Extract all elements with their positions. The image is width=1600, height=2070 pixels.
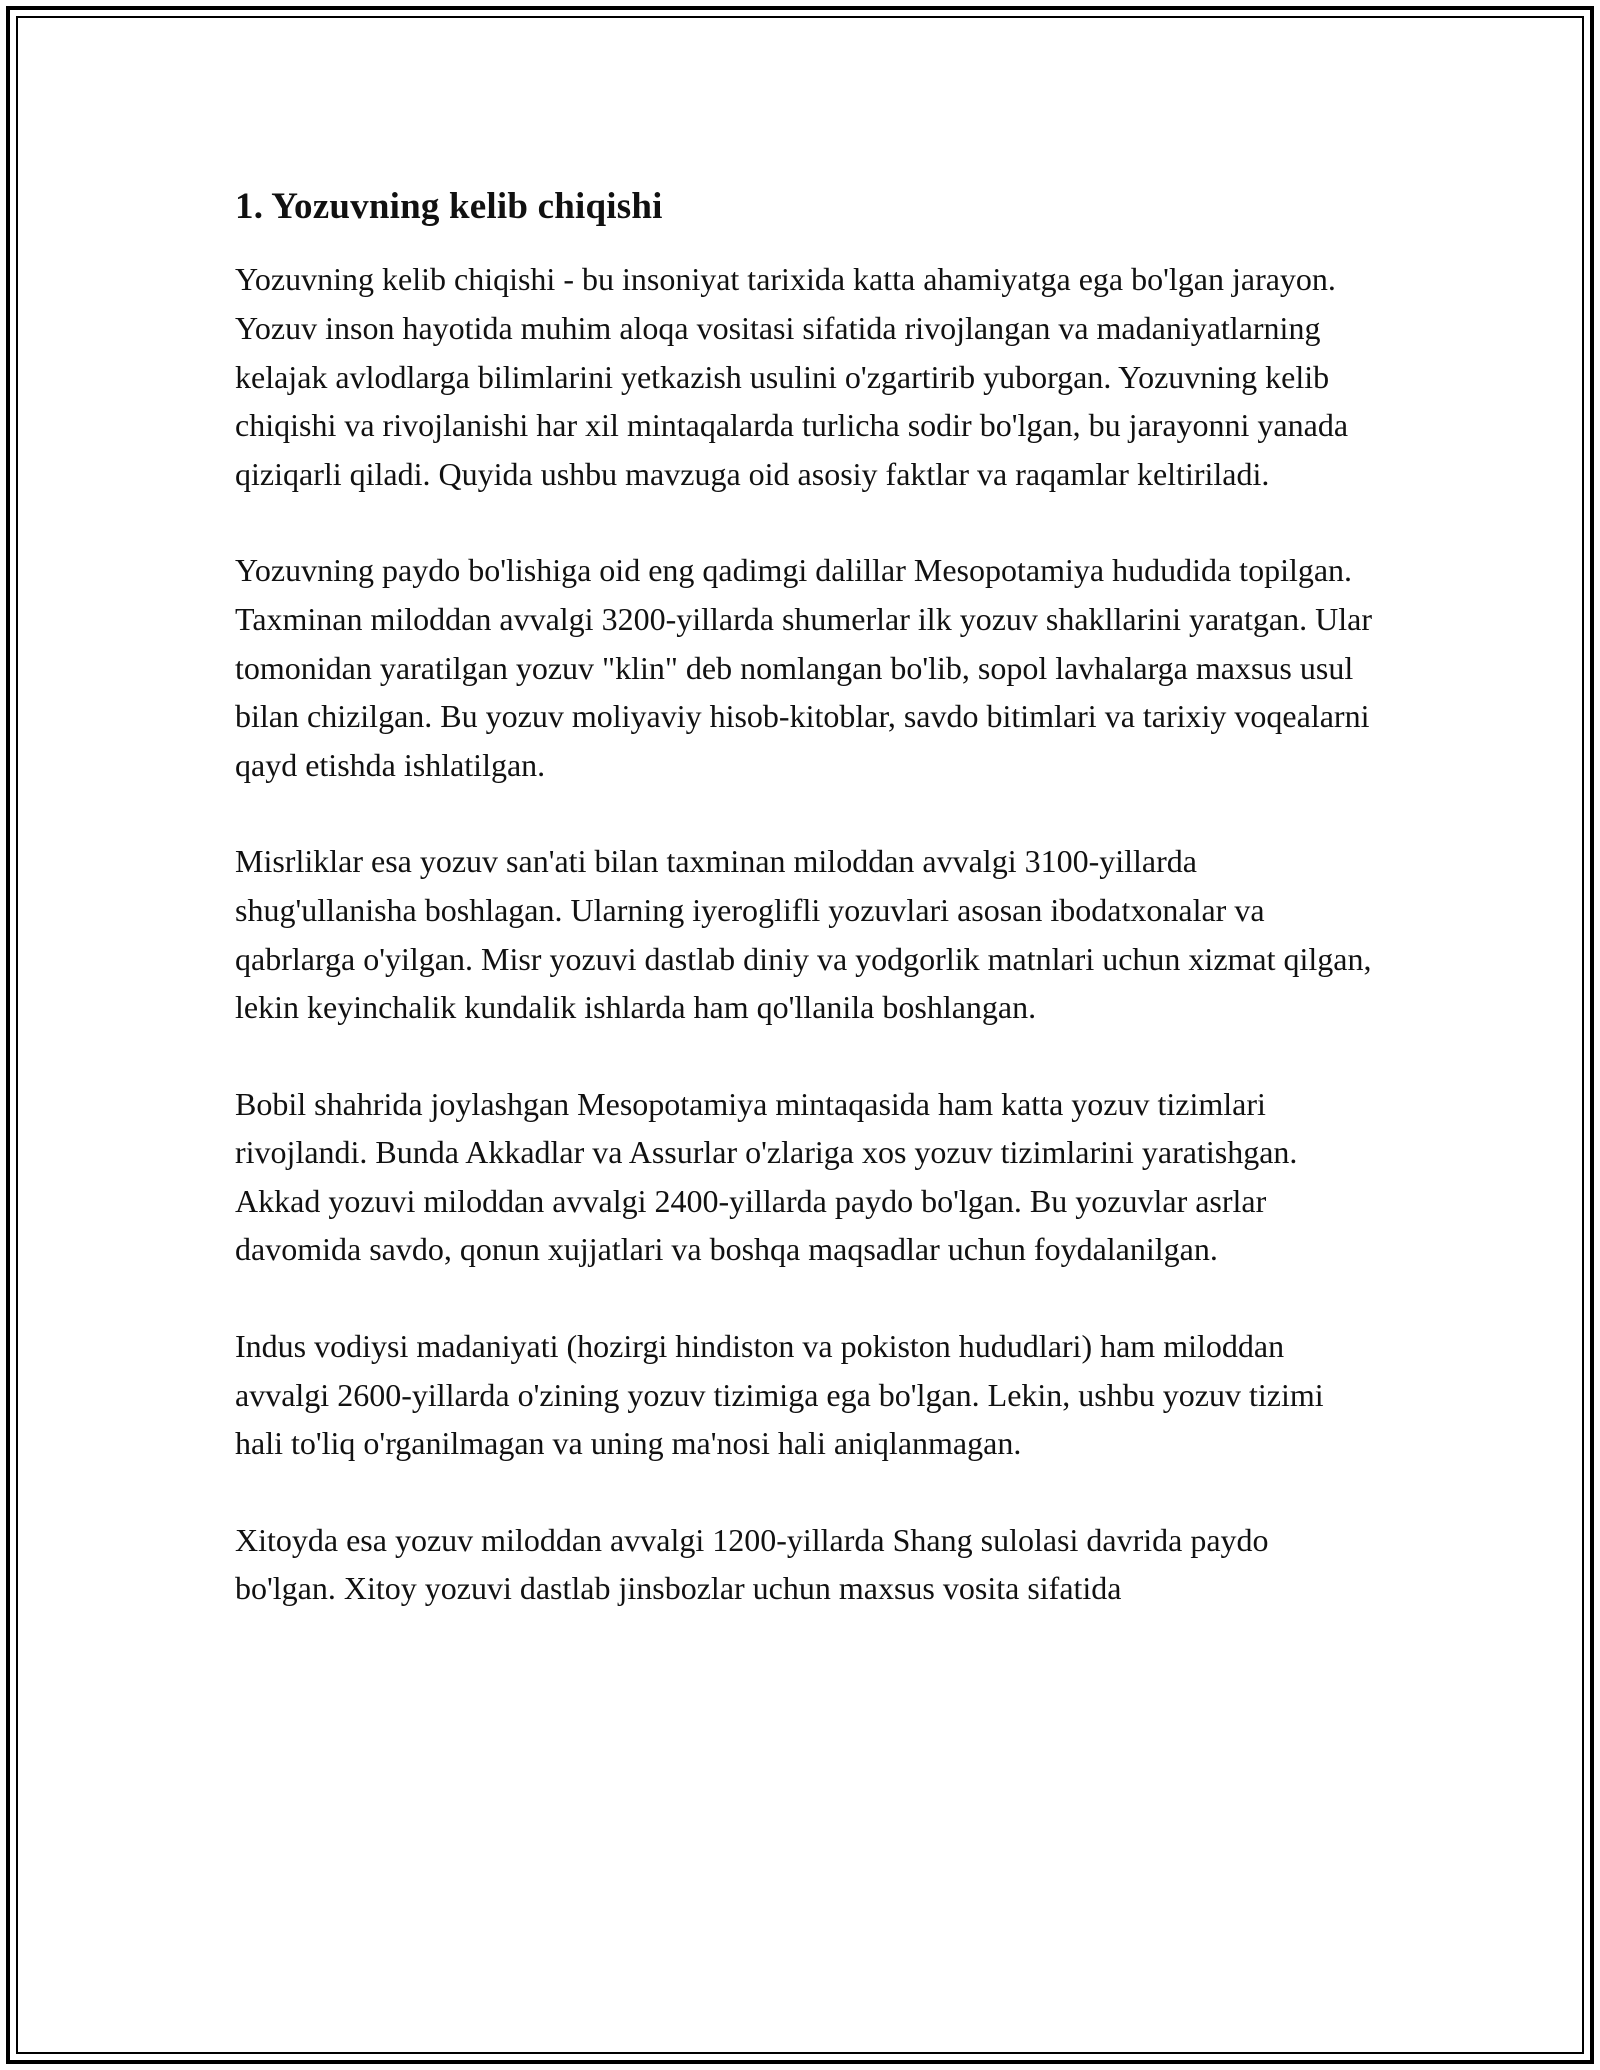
section-heading: 1. Yozuvning kelib chiqishi [235, 186, 663, 227]
document-body [235, 185, 1375, 1661]
paragraph-babylon: Bobil shahrida joylashgan Mesopotamiya mintaqasida ham katta yozuv tizimlari rivojlandi. Bunda Akkadlar va Assurlar o'zlariga xos yozuv tizimlarini yaratishgan. Akkad yozuvi miloddan avvalgi 2400-yillarda paydo bo'lgan. Bu yozuvlar asrlar davomida savdo, qonun xujjatlari va boshqa maqsadlar uchun foydalanilgan. [235, 1085, 1298, 1268]
paragraph-egypt: Misrliklar esa yozuv san'ati bilan taxminan miloddan avvalgi 3100-yillarda shug'ullanisha boshlagan. Ularning iyeroglifli yozuvlari asosan ibodatxonalar va qabrlarga o'yilgan. Misr yozuvi dastlab diniy va yodgorlik matnlari uchun xizmat qilgan, lekin keyinchalik kundalik ishlarda ham qo'llanila boshlangan. [235, 843, 1372, 1026]
paragraph-mesopotamia: Yozuvning paydo bo'lishiga oid eng qadimgi dalillar Mesopotamiya hududida topilgan. Taxminan miloddan avvalgi 3200-yillarda shumerlar ilk yozuv shakllarini yaratgan. Ular tomonidan yaratilgan yozuv "klin" deb nomlangan bo'lib, sopol lavhalarga maxsus usul bilan chizilgan. Bu yozuv moliyaviy hisob-kitoblar, savdo bitimlari va tarixiy voqealarni qayd etishda ishlatilgan. [235, 552, 1372, 783]
paragraph-china: Xitoyda esa yozuv miloddan avvalgi 1200-yillarda Shang sulolasi davrida paydo bo'lgan. Xitoy yozuvi dastlab jinsbozlar uchun maxsus vosita sifatida [235, 1521, 1269, 1607]
paragraph-indus: Indus vodiysi madaniyati (hozirgi hindiston va pokiston hududlari) ham miloddan avvalgi 2600-yillarda o'zining yozuv tizimiga ega bo'lgan. Lekin, ushbu yozuv tizimi hali to'liq o'rganilmagan va uning ma'nosi hali aniqlanmagan. [235, 1328, 1324, 1462]
paragraph-intro: Yozuvning kelib chiqishi - bu insoniyat tarixida katta ahamiyatga ega bo'lgan jarayon. Yozuv inson hayotida muhim aloqa vositasi sifatida rivojlangan va madaniyatlarning kelajak avlodlarga bilimlarini yetkazish usulini o'zgartirib yuborgan. Yozuvning kelib chiqishi va rivojlanishi har xil mintaqalarda turlicha sodir bo'lgan, bu jarayonni yanada qiziqarli qiladi. Quyida ushbu mavzuga oid asosiy faktlar va raqamlar keltiriladi. [235, 261, 1349, 492]
